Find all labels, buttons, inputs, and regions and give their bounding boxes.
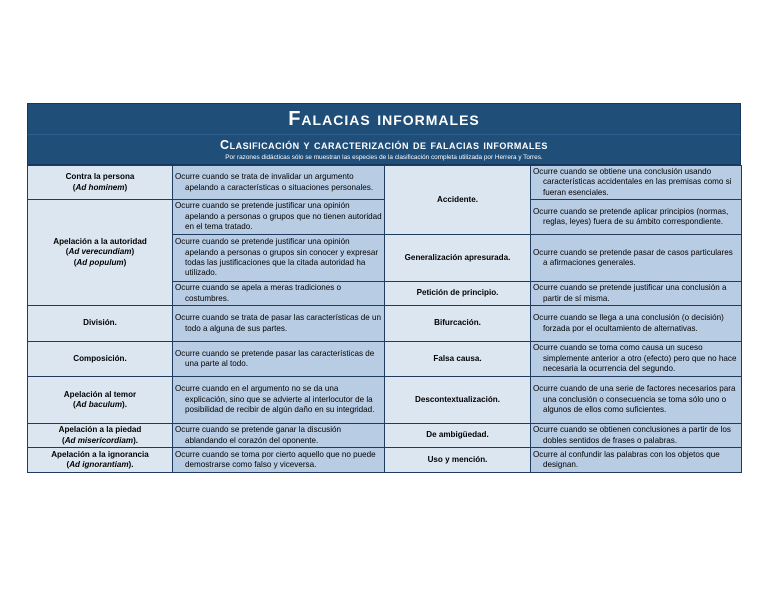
fallacy-name: Uso y mención. — [385, 448, 531, 473]
fallacy-name: Apelación a la piedad (Ad misericordiam). — [28, 424, 173, 448]
fallacy-description: Ocurre cuando se pretende ganar la discusión ablandando el corazón del oponente. — [173, 424, 385, 448]
fallacy-description: Ocurre cuando se toma como causa un suceso simplemente anterior a otro (efecto) pero que no hace necesaria la ocurrencia del segundo. — [531, 342, 742, 377]
table-row — [28, 166, 742, 200]
table-row — [28, 377, 742, 424]
sheet-subtitle: Clasificación y caracterización de falacias informales — [220, 138, 548, 152]
table-row — [28, 342, 742, 377]
sheet-title: Falacias informales — [27, 103, 741, 134]
fallacy-description: Ocurre cuando se apela a meras tradiciones o costumbres. — [173, 282, 385, 306]
fallacy-name: Falsa causa. — [385, 342, 531, 377]
sheet-subtitle-block — [27, 134, 741, 165]
fallacy-name: Composición. — [28, 342, 173, 377]
table-row — [28, 448, 742, 473]
fallacy-name: Petición de principio. — [385, 282, 531, 306]
fallacy-name: Descontextualización. — [385, 377, 531, 424]
fallacy-description: Ocurre cuando se obtienen conclusiones a partir de los dobles sentidos de frases o palabras. — [531, 424, 742, 448]
fallacy-description: Ocurre cuando se toma por cierto aquello que no puede demostrarse como falso y viceversa. — [173, 448, 385, 473]
fallacies-sheet — [27, 103, 741, 473]
fallacy-name: Apelación a la autoridad (Ad verecundiam) (Ad populum) — [28, 200, 173, 306]
fallacy-name: División. — [28, 306, 173, 342]
fallacies-table — [27, 165, 742, 473]
sheet-note: Por razones didácticas sólo se muestran las especies de la clasificación completa utilizada por Herrera y Torres. — [225, 154, 543, 161]
fallacy-description: Ocurre cuando se pretende aplicar principios (normas, reglas, leyes) fuera de su ámbito correspondiente. — [531, 200, 742, 235]
fallacy-description: Ocurre al confundir las palabras con los objetos que designan. — [531, 448, 742, 473]
fallacy-name: Apelación al temor (Ad baculum). — [28, 377, 173, 424]
fallacy-name: De ambigüedad. — [385, 424, 531, 448]
fallacy-name: Accidente. — [385, 166, 531, 235]
table-row — [28, 306, 742, 342]
fallacy-description: Ocurre cuando se llega a una conclusión (o decisión) forzada por el ocultamiento de alternativas. — [531, 306, 742, 342]
fallacy-description: Ocurre cuando se pretende justificar una opinión apelando a personas o grupos que no tienen autoridad en el tema tratado. — [173, 200, 385, 235]
table-row — [28, 424, 742, 448]
fallacy-name: Bifurcación. — [385, 306, 531, 342]
fallacy-description: Ocurre cuando se pretende pasar las características de una parte al todo. — [173, 342, 385, 377]
fallacy-description: Ocurre cuando en el argumento no se da una explicación, sino que se advierte al interlocutor de la posibilidad de recibir de algún daño en su integridad. — [173, 377, 385, 424]
fallacy-name: Apelación a la ignorancia (Ad ignorantiam). — [28, 448, 173, 473]
fallacy-description: Ocurre cuando se pretende justificar una conclusión a partir de sí misma. — [531, 282, 742, 306]
fallacy-description: Ocurre cuando se pretende justificar una opinión apelando a personas o grupos sin conocer y expresar todas las justificaciones que la citada autoridad ha utilizado. — [173, 235, 385, 282]
fallacy-description: Ocurre cuando se trata de invalidar un argumento apelando a características o situaciones personales. — [173, 166, 385, 200]
fallacy-description: Ocurre cuando se obtiene una conclusión usando características accidentales en las premisas como si fueran esenciales. — [531, 166, 742, 200]
fallacy-description: Ocurre cuando se pretende pasar de casos particulares a afirmaciones generales. — [531, 235, 742, 282]
fallacy-description: Ocurre cuando se trata de pasar las características de un todo a alguna de sus partes. — [173, 306, 385, 342]
fallacy-description: Ocurre cuando de una serie de factores necesarios para una conclusión o consecuencia se toma sólo uno o algunos de ellos como suficientes. — [531, 377, 742, 424]
fallacy-name: Generalización apresurada. — [385, 235, 531, 282]
fallacy-name: Contra la persona (Ad hominem) — [28, 166, 173, 200]
